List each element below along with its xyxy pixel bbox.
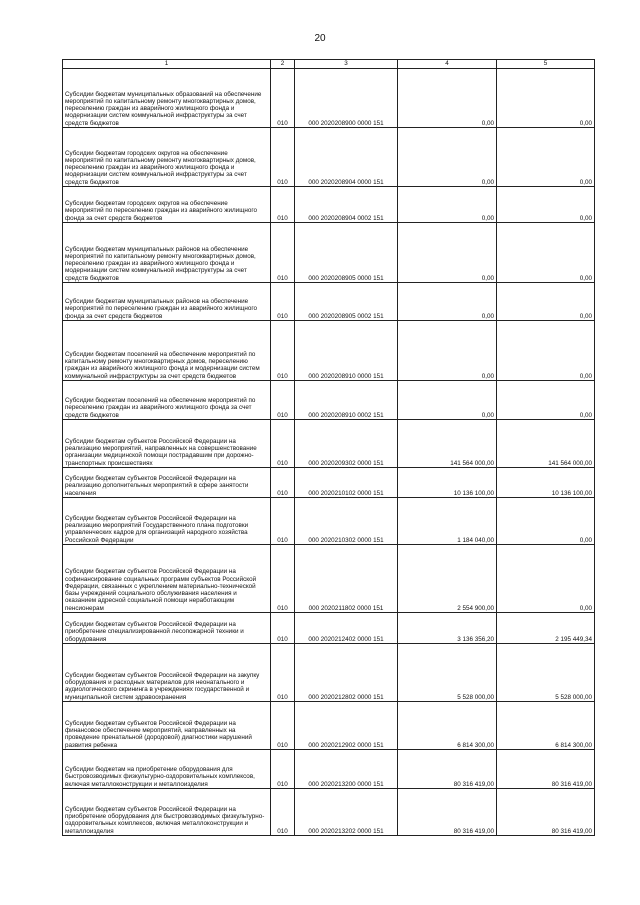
row-name: Субсидии бюджетам поселений на обеспечение мероприятий по переселению граждан из аварийного жилищного фонда за счет средств бюджетов xyxy=(63,381,271,420)
table-row xyxy=(63,702,595,750)
row-kbk: 000 2020208904 0000 151 xyxy=(295,128,398,187)
row-name: Субсидии бюджетам городских округов на обеспечение мероприятий по переселению граждан из аварийного жилищного фонда за счет средств бюджетов xyxy=(63,187,271,223)
row-code: 010 xyxy=(271,381,295,420)
table-row xyxy=(63,613,595,644)
row-name: Субсидии бюджетам субъектов Российской Федерации на финансовое обеспечение мероприятий, направленных на проведение пренатальной (дородовой) диагностики нарушений развития ребенка xyxy=(63,702,271,750)
row-col4: 3 136 356,20 xyxy=(398,613,497,644)
row-col4: 5 528 000,00 xyxy=(398,644,497,702)
row-code: 010 xyxy=(271,644,295,702)
row-kbk: 000 2020212902 0000 151 xyxy=(295,702,398,750)
row-kbk: 000 2020208905 0000 151 xyxy=(295,223,398,283)
row-kbk: 000 2020210102 0000 151 xyxy=(295,468,398,498)
row-col4: 1 184 040,00 xyxy=(398,498,497,545)
row-name: Субсидии бюджетам субъектов Российской Федерации на реализацию мероприятий Государственного плана подготовки управленческих кадров для организаций народного хозяйства Российской Федерации xyxy=(63,498,271,545)
row-col5: 10 136 100,00 xyxy=(497,468,595,498)
row-col5: 0,00 xyxy=(497,321,595,381)
row-col5: 80 316 419,00 xyxy=(497,789,595,836)
row-col5: 5 528 000,00 xyxy=(497,644,595,702)
row-col4: 0,00 xyxy=(398,223,497,283)
row-col5: 80 316 419,00 xyxy=(497,750,595,789)
row-col4: 2 554 900,00 xyxy=(398,545,497,613)
row-code: 010 xyxy=(271,702,295,750)
table-row xyxy=(63,283,595,321)
row-col5: 0,00 xyxy=(497,128,595,187)
row-col4: 0,00 xyxy=(398,128,497,187)
row-name: Субсидии бюджетам субъектов Российской Федерации на реализацию мероприятий, направленных на совершенствование организации медицинской помощи пострадавшим при дорожно-транспортных происшествиях xyxy=(63,420,271,468)
page-number: 20 xyxy=(314,33,326,44)
table-row xyxy=(63,468,595,498)
table-row xyxy=(63,545,595,613)
row-code: 010 xyxy=(271,750,295,789)
row-code: 010 xyxy=(271,283,295,321)
table-row xyxy=(63,223,595,283)
row-name: Субсидии бюджетам субъектов Российской Федерации на реализацию дополнительных мероприятий в сфере занятости населения xyxy=(63,468,271,498)
row-name: Субсидии бюджетам муниципальных образований на обеспечение мероприятий по капитальному ремонту многоквартирных домов, переселению граждан из аварийного жилищного фонда и модернизации систем коммунальной инфраструктуры за счет средств бюджетов xyxy=(63,69,271,128)
row-col5: 0,00 xyxy=(497,69,595,128)
table-row xyxy=(63,750,595,789)
table-row xyxy=(63,498,595,545)
row-col4: 0,00 xyxy=(398,187,497,223)
row-col4: 0,00 xyxy=(398,283,497,321)
row-code: 010 xyxy=(271,69,295,128)
row-name: Субсидии бюджетам субъектов Российской Федерации на приобретение специализированной лесопожарной техники и оборудования xyxy=(63,613,271,644)
row-name: Субсидии бюджетам субъектов Российской Федерации на софинансирование социальных программ субъектов Российской Федерации, связанных с укреплением материально-технической базы учреждений социального обслуживания населения и оказанием адресной социальной помощи неработающим пенсионерам xyxy=(63,545,271,613)
table-header-row xyxy=(63,60,595,69)
row-col4: 0,00 xyxy=(398,321,497,381)
row-col4: 6 814 300,00 xyxy=(398,702,497,750)
row-kbk: 000 2020208904 0002 151 xyxy=(295,187,398,223)
row-code: 010 xyxy=(271,789,295,836)
row-kbk: 000 2020209302 0000 151 xyxy=(295,420,398,468)
budget-table xyxy=(62,59,595,836)
row-code: 010 xyxy=(271,321,295,381)
table-row xyxy=(63,128,595,187)
row-col5: 0,00 xyxy=(497,381,595,420)
row-code: 010 xyxy=(271,187,295,223)
column-header-4: 4 xyxy=(398,60,497,69)
row-code: 010 xyxy=(271,613,295,644)
row-kbk: 000 2020212802 0000 151 xyxy=(295,644,398,702)
row-col5: 0,00 xyxy=(497,223,595,283)
row-kbk: 000 2020208910 0000 151 xyxy=(295,321,398,381)
table-row xyxy=(63,69,595,128)
row-kbk: 000 2020210302 0000 151 xyxy=(295,498,398,545)
row-col4: 80 316 419,00 xyxy=(398,750,497,789)
row-col4: 0,00 xyxy=(398,69,497,128)
row-name: Субсидии бюджетам поселений на обеспечение мероприятий по капитальному ремонту многоквартирных домов, переселению граждан из аварийного жилищного фонда и модернизации систем коммунальной инфраструктуры за счет средств бюджетов xyxy=(63,321,271,381)
row-code: 010 xyxy=(271,223,295,283)
row-kbk: 000 2020208910 0002 151 xyxy=(295,381,398,420)
row-code: 010 xyxy=(271,498,295,545)
row-col5: 0,00 xyxy=(497,498,595,545)
row-name: Субсидии бюджетам муниципальных районов на обеспечение мероприятий по капитальному ремонту многоквартирных домов, переселению граждан из аварийного жилищного фонда и модернизации систем коммунальной инфраструктуры за счет средств бюджетов xyxy=(63,223,271,283)
row-kbk: 000 2020208905 0002 151 xyxy=(295,283,398,321)
row-kbk: 000 2020212402 0000 151 xyxy=(295,613,398,644)
row-col5: 0,00 xyxy=(497,545,595,613)
row-name: Субсидии бюджетам на приобретение оборудования для быстровозводимых физкультурно-оздоровительных комплексов, включая металлоконструкции и металлоизделия xyxy=(63,750,271,789)
row-kbk: 000 2020213202 0000 151 xyxy=(295,789,398,836)
column-header-3: 3 xyxy=(295,60,398,69)
table-row xyxy=(63,187,595,223)
row-code: 010 xyxy=(271,468,295,498)
row-col5: 141 564 000,00 xyxy=(497,420,595,468)
row-kbk: 000 2020211802 0000 151 xyxy=(295,545,398,613)
row-name: Субсидии бюджетам субъектов Российской Федерации на закупку оборудования и расходных материалов для неонатального и аудиологического скрининга в учреждениях государственной и муниципальной систем здравоохранения xyxy=(63,644,271,702)
table-row xyxy=(63,381,595,420)
row-code: 010 xyxy=(271,420,295,468)
column-header-2: 2 xyxy=(271,60,295,69)
row-code: 010 xyxy=(271,128,295,187)
column-header-1: 1 xyxy=(63,60,271,69)
row-code: 010 xyxy=(271,545,295,613)
row-col4: 10 136 100,00 xyxy=(398,468,497,498)
row-kbk: 000 2020208900 0000 151 xyxy=(295,69,398,128)
row-name: Субсидии бюджетам муниципальных районов на обеспечение мероприятий по переселению граждан из аварийного жилищного фонда за счет средств бюджетов xyxy=(63,283,271,321)
row-col5: 2 195 449,34 xyxy=(497,613,595,644)
column-header-5: 5 xyxy=(497,60,595,69)
row-col5: 0,00 xyxy=(497,187,595,223)
row-name: Субсидии бюджетам городских округов на обеспечение мероприятий по капитальному ремонту многоквартирных домов, переселению граждан из аварийного жилищного фонда и модернизации систем коммунальной инфраструктуры за счет средств бюджетов xyxy=(63,128,271,187)
table-row xyxy=(63,644,595,702)
row-col5: 0,00 xyxy=(497,283,595,321)
table-row xyxy=(63,420,595,468)
row-kbk: 000 2020213200 0000 151 xyxy=(295,750,398,789)
table-row xyxy=(63,321,595,381)
row-name: Субсидии бюджетам субъектов Российской Федерации на приобретение оборудования для быстровозводимых физкультурно-оздоровительных комплексов, включая металлоконструкции и металлоизделия xyxy=(63,789,271,836)
row-col4: 0,00 xyxy=(398,381,497,420)
row-col4: 141 564 000,00 xyxy=(398,420,497,468)
table-row xyxy=(63,789,595,836)
row-col5: 6 814 300,00 xyxy=(497,702,595,750)
row-col4: 80 316 419,00 xyxy=(398,789,497,836)
